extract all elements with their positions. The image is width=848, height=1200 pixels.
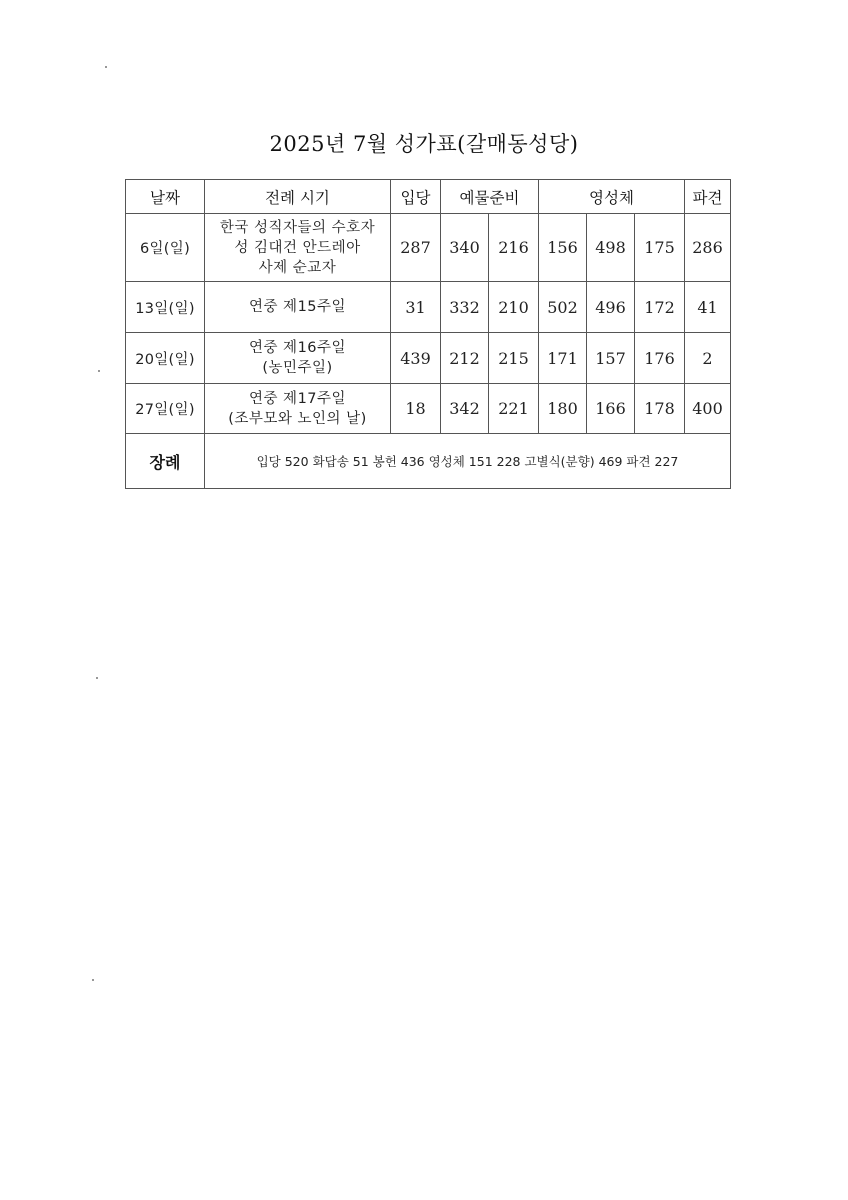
scan-speck <box>96 677 98 679</box>
season-line: 성 김대건 안드레아 <box>234 239 361 256</box>
header-offertory: 예물준비 <box>441 180 539 214</box>
entrance-hymn: 287 <box>391 214 441 282</box>
table-row <box>126 214 731 282</box>
season-line: 연중 제15주일 <box>248 299 347 315</box>
offertory-hymn: 216 <box>489 214 539 282</box>
communion-hymn: 171 <box>539 333 587 384</box>
date-cell: 6일(일) <box>126 214 205 282</box>
recessional-hymn: 2 <box>685 333 731 384</box>
date-cell: 13일(일) <box>126 282 205 333</box>
header-recessional: 파견 <box>685 180 731 214</box>
recessional-hymn: 400 <box>685 384 731 434</box>
communion-hymn: 166 <box>587 384 635 434</box>
date-cell: 20일(일) <box>126 333 205 384</box>
offertory-hymn: 210 <box>489 282 539 333</box>
offertory-hymn: 221 <box>489 384 539 434</box>
season-cell <box>205 282 391 333</box>
offertory-hymn: 215 <box>489 333 539 384</box>
recessional-hymn: 41 <box>685 282 731 333</box>
communion-hymn: 178 <box>635 384 685 434</box>
funeral-hymns: 입당 520 화답송 51 봉헌 436 영성체 151 228 고별식(분향) 469 파견 227 <box>205 434 731 489</box>
date-cell: 27일(일) <box>126 384 205 434</box>
season-line: 사제 순교자 <box>258 259 337 276</box>
season-cell <box>205 214 391 282</box>
header-row <box>126 180 731 214</box>
communion-hymn: 156 <box>539 214 587 282</box>
communion-hymn: 502 <box>539 282 587 333</box>
scan-speck <box>105 66 107 68</box>
communion-hymn: 498 <box>587 214 635 282</box>
header-entrance: 입당 <box>391 180 441 214</box>
offertory-hymn: 340 <box>441 214 489 282</box>
communion-hymn: 157 <box>587 333 635 384</box>
offertory-hymn: 332 <box>441 282 489 333</box>
offertory-hymn: 342 <box>441 384 489 434</box>
page-title: 2025년 7월 성가표(갈매동성당) <box>269 132 579 156</box>
season-line: 한국 성직자들의 수호자 <box>219 219 376 236</box>
header-season: 전례 시기 <box>205 180 391 214</box>
entrance-hymn: 439 <box>391 333 441 384</box>
table-row <box>126 282 731 333</box>
funeral-row <box>126 434 731 489</box>
header-communion: 영성체 <box>539 180 685 214</box>
funeral-label: 장례 <box>126 434 205 489</box>
communion-hymn: 180 <box>539 384 587 434</box>
scan-speck <box>98 370 100 372</box>
table-row <box>126 333 731 384</box>
season-cell <box>205 384 391 434</box>
season-line: (조부모와 노인의 날) <box>228 410 367 427</box>
season-line: 연중 제17주일 <box>248 390 347 407</box>
communion-hymn: 176 <box>635 333 685 384</box>
season-line: 연중 제16주일 <box>248 340 347 356</box>
entrance-hymn: 18 <box>391 384 441 434</box>
hymn-schedule-table <box>125 179 731 489</box>
header-date: 날짜 <box>126 180 205 214</box>
communion-hymn: 175 <box>635 214 685 282</box>
recessional-hymn: 286 <box>685 214 731 282</box>
scan-speck <box>92 979 94 981</box>
season-cell <box>205 333 391 384</box>
communion-hymn: 496 <box>587 282 635 333</box>
table-row <box>126 384 731 434</box>
offertory-hymn: 212 <box>441 333 489 384</box>
season-line: (농민주일) <box>262 360 333 376</box>
communion-hymn: 172 <box>635 282 685 333</box>
entrance-hymn: 31 <box>391 282 441 333</box>
